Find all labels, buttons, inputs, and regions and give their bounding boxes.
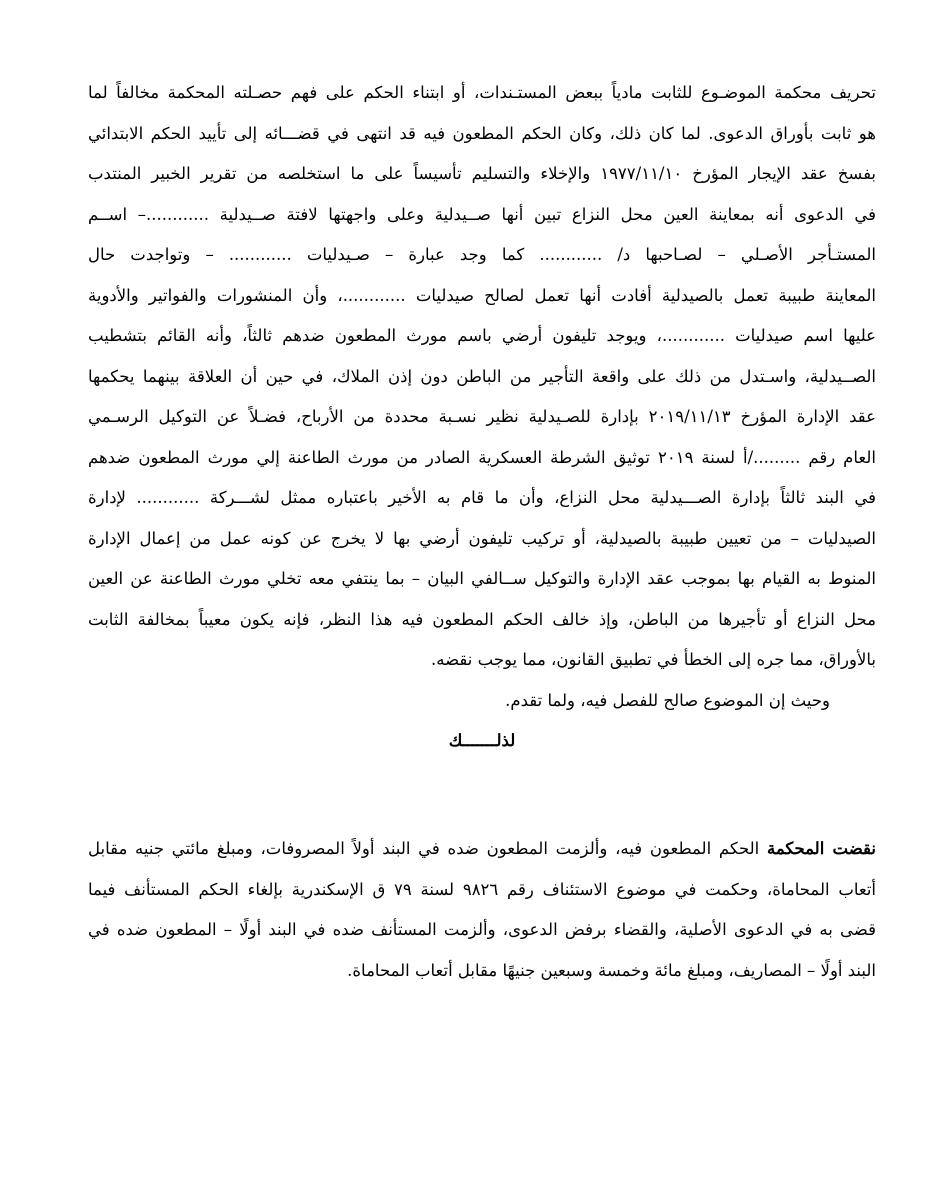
ruling-lead: نقضت المحكمة — [767, 839, 876, 858]
ruling-line-text: الحكم المطعون فيه، وألزمت المطعون ضده في البند أولاً المصروفات، ومبلغ مائتي جنيه مقابل — [88, 839, 767, 858]
text-line: المستـأجر الأصـلي – لصـاحبها د/ ............ كما وجد عبارة – صـيدليات ............ – وتواجدت حال — [88, 245, 876, 264]
judgment-reasoning — [88, 73, 876, 761]
text-line: هو ثابت بأوراق الدعوى. لما كان ذلك، وكان الحكم المطعون فيه قد انتهى في قضـــائه إلى تأييد الحكم الابتدائي — [88, 123, 876, 143]
text-line: في البند ثالثاً بإدارة الصـــيدلية محل النزاع، وأن ما قام به الأخير باعتباره ممثل لشـــركة ............ لإدارة — [88, 488, 876, 507]
text-line: العام رقم ........./أ لسنة ٢٠١٩ توثيق الشرطة العسكرية الصادر من مورث الطاعنة إلي مورث المطعون ضدهم — [88, 447, 876, 467]
ruling-line — [88, 829, 876, 870]
text-line: وحيث إن الموضوع صالح للفصل فيه، ولما تقدم. — [505, 690, 830, 710]
text-line: المعاينة طبيبة تعمل بالصيدلية أفادت أنها تعمل لصالح صيدليات ............، وأن المنشورات والفواتير والأدوية — [88, 285, 876, 305]
section-heading — [88, 721, 876, 761]
text-line: بالأوراق، مما جره إلى الخطأ في تطبيق القانون، مما يوجب نقضه. — [431, 650, 876, 669]
text-line: عليها اسم صيدليات ............، ويوجد تليفون أرضي باسم مورث المطعون ضدهم ثالثاً، وأنه القائم بتشطيب — [88, 326, 876, 345]
text-line: في الدعوى أنه بمعاينة العين محل النزاع تبين أنها صــيدلية وعلى واجهتها لافتة صــيدلية ............– اســم — [88, 204, 876, 224]
ruling-line: أتعاب المحاماة، وحكمت في موضوع الاستئناف رقم ٩٨٢٦ لسنة ٧٩ ق الإسكندرية بإلغاء الحكم المستأنف فيما — [88, 879, 876, 899]
court-ruling — [88, 829, 876, 991]
text-line: محل النزاع أو تأجيرها من الباطن، وإذ خالف الحكم المطعون فيه هذا النظر، فإنه يكون معيباً بمخالفة الثابت — [88, 609, 876, 629]
text-line: تحريف محكمة الموضـوع للثابت مادياً ببعض المستـندات، أو ابتناء الحكم على فهم حصـلته المحكمة مخالفاً لما — [88, 83, 876, 102]
ruling-line: قضى به في الدعوى الأصلية، والقضاء برفض الدعوى، وألزمت المستأنف ضده في البند أولًا – المطعون ضده في — [88, 920, 876, 939]
text-line: الصــيدلية، واسـتدل من ذلك على واقعة التأجير من الباطن دون إذن الملاك، في حين أن العلاقة بينهما يحكمها — [88, 366, 876, 386]
text-line: الصيدليات – من تعيين طبيبة بالصيدلية، أو تركيب تليفون أرضي بها لا يخرج عن كونه عمل من إعمال الإدارة — [88, 528, 876, 548]
text-line: عقد الإدارة المؤرخ ٢٠١٩/١١/١٣ بإدارة للصـيدلية نظير نسـبة محددة من الأرباح، فضـلاً عن التوكيل الرسـمي — [88, 407, 876, 426]
ruling-line: البند أولًا – المصاريف، ومبلغ مائة وخمسة وسبعين جنيهًا مقابل أتعاب المحاماة. — [347, 960, 876, 980]
text-line: المنوط به القيام بها بموجب عقد الإدارة والتوكيل ســالفي البيان – بما ينتفي معه تخلي مورث الطاعنة عن العين — [88, 569, 876, 588]
text-line: بفسخ عقد الإيجار المؤرخ ١٩٧٧/١١/١٠ والإخلاء والتسليم تأسيساً على ما استخلصه من تقرير الخبير المنتدب — [88, 164, 876, 183]
section-heading-text: لذلـــــــك — [448, 731, 516, 750]
